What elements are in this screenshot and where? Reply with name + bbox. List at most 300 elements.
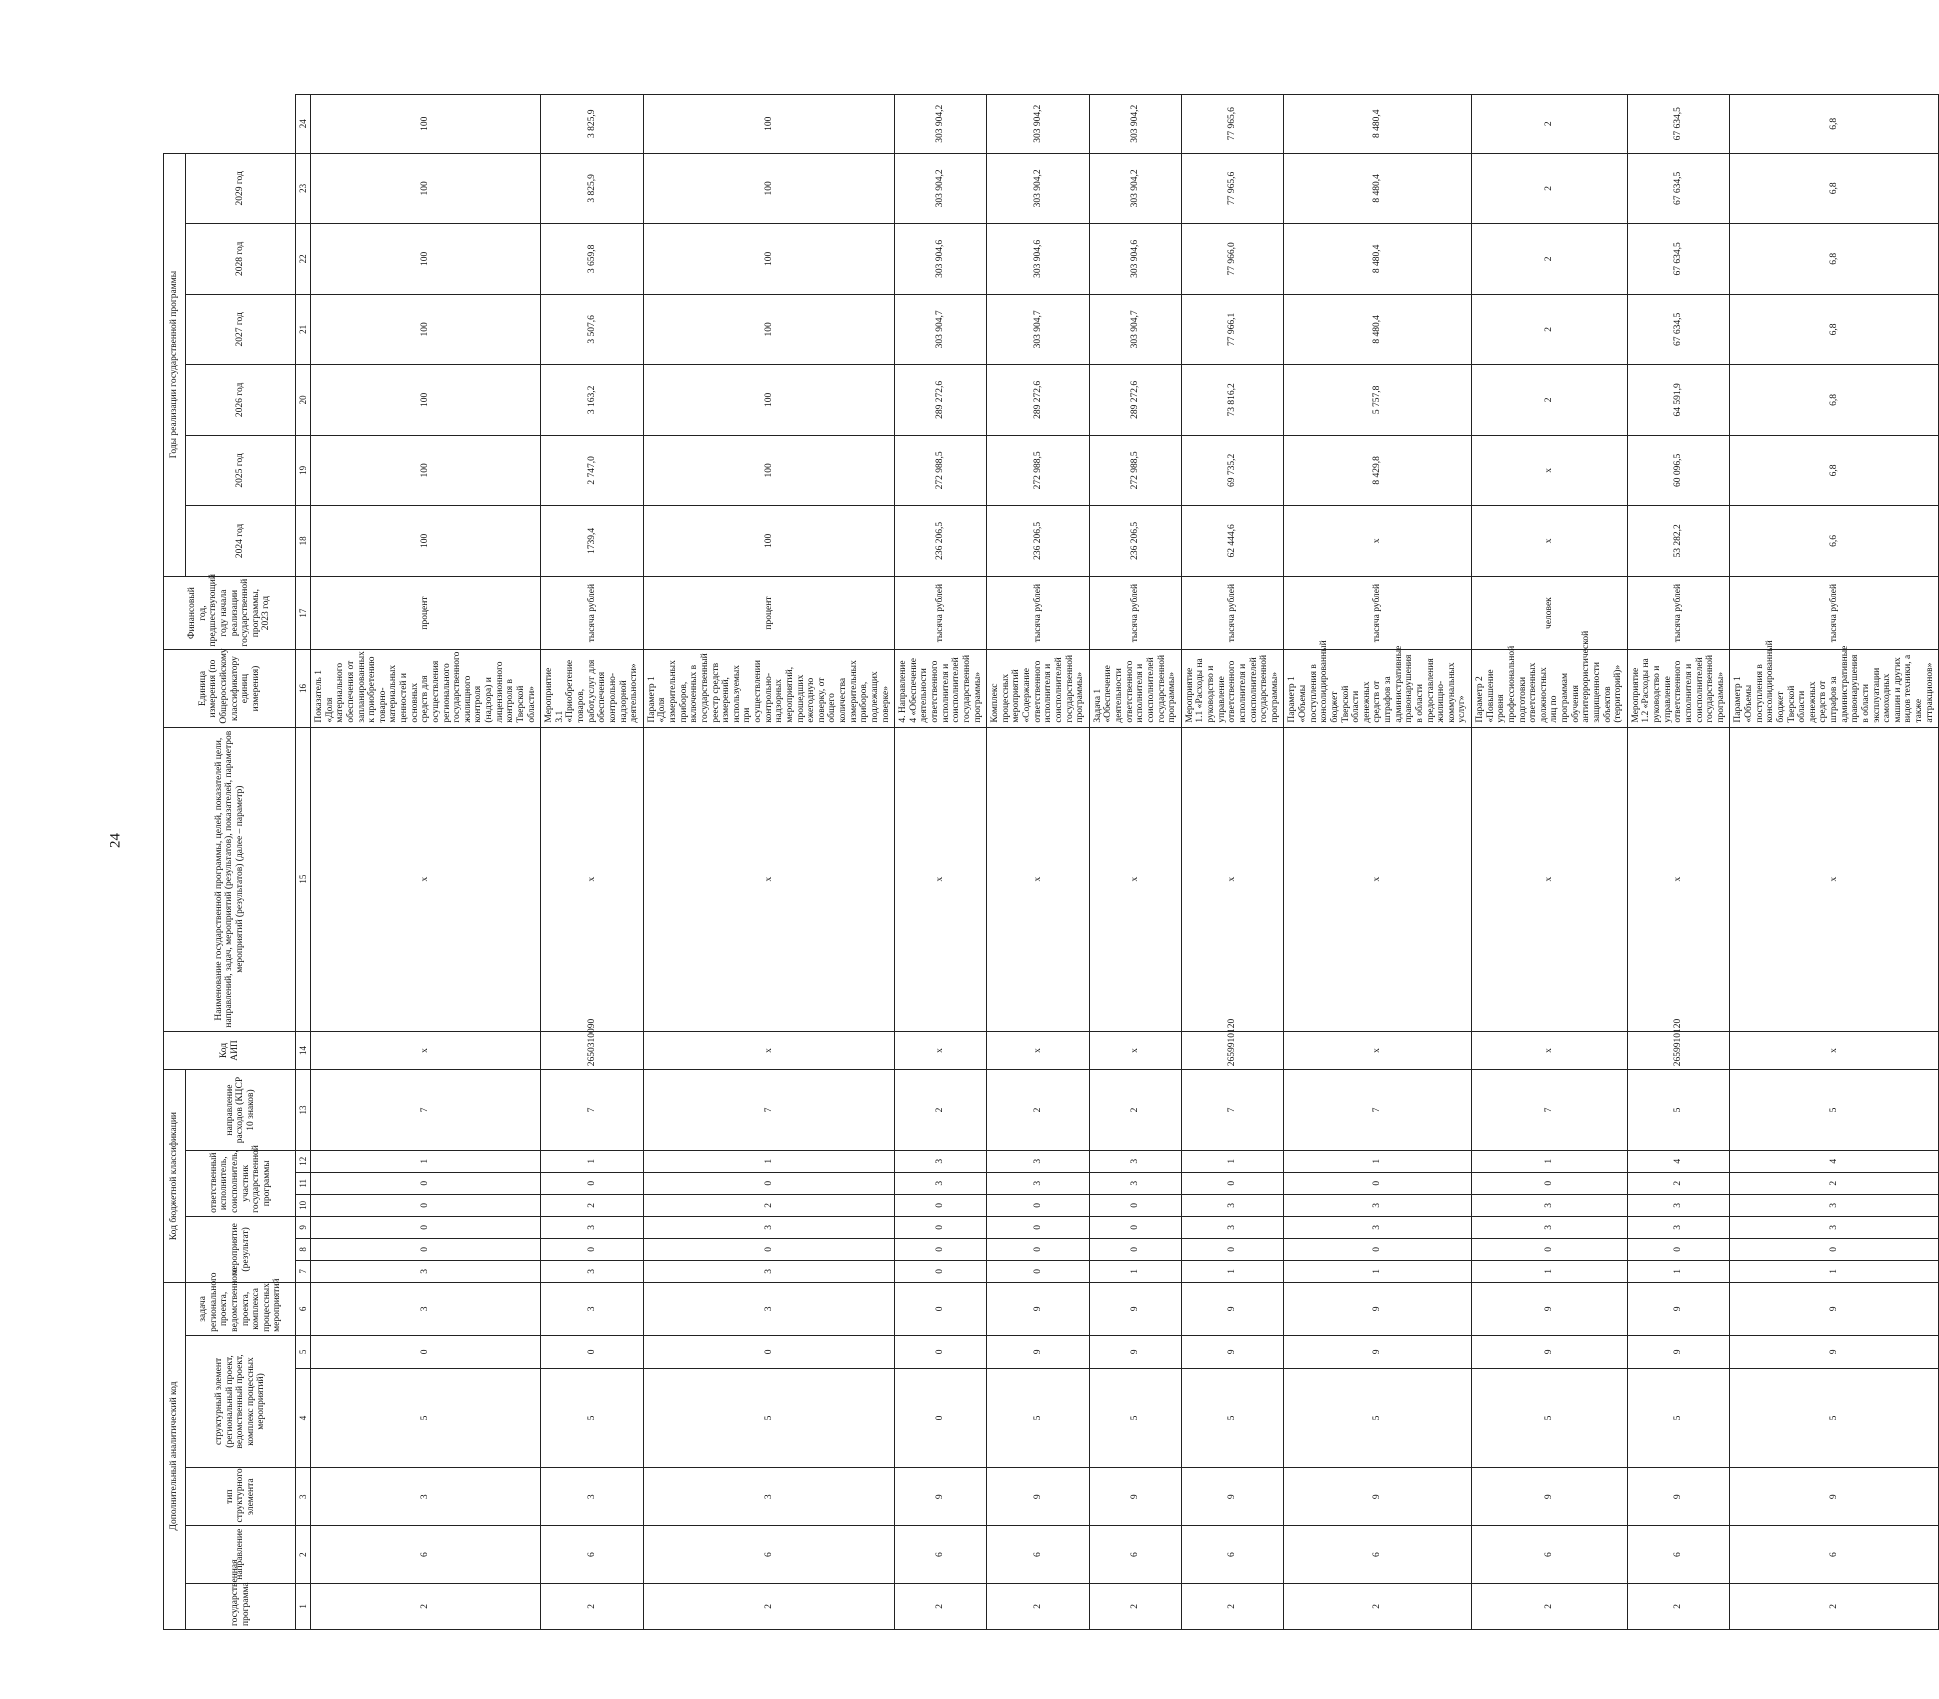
column-number: 11 [296, 1172, 311, 1194]
table-row [1089, 95, 1181, 1630]
code-cell: 2 [1627, 1583, 1730, 1629]
year-value: 73 816,2 [1181, 365, 1284, 436]
column-number: 1 [296, 1583, 311, 1629]
code-cell: 0 [1472, 1172, 1628, 1194]
code-cell: х [1089, 727, 1181, 1031]
code-cell: 3 [1284, 1194, 1472, 1216]
code-cell: х [1284, 727, 1472, 1031]
code-cell: 3 [541, 1468, 644, 1526]
code-cell: 5 [311, 1368, 541, 1467]
year-value: 100 [311, 365, 541, 436]
code-cell: 9 [1627, 1335, 1730, 1368]
code-cell: 1 [1472, 1150, 1628, 1172]
code-cell: 0 [643, 1238, 894, 1260]
code-cell: х [895, 727, 987, 1031]
column-number: 23 [296, 153, 311, 224]
code-cell: 1 [1627, 1260, 1730, 1282]
header-2028: 2028 год [186, 224, 296, 295]
column-number: 7 [296, 1260, 311, 1282]
year-value: 100 [643, 224, 894, 295]
code-cell: 9 [1284, 1282, 1472, 1335]
code-cell: 0 [541, 1335, 644, 1368]
code-cell: 2 [1089, 1070, 1181, 1150]
year-value: 100 [643, 365, 894, 436]
column-number: 9 [296, 1216, 311, 1238]
code-cell: 5 [1730, 1070, 1939, 1150]
header-2024: 2024 год [186, 506, 296, 577]
code-cell: 0 [1472, 1238, 1628, 1260]
code-cell: 5 [1284, 1368, 1472, 1467]
table-row [311, 95, 541, 1630]
year-value: 77 966,0 [1181, 224, 1284, 295]
column-number: 22 [296, 224, 311, 295]
year-value: 8 480,4 [1284, 153, 1472, 224]
year-value: 303 904,7 [987, 294, 1090, 365]
column-number: 4 [296, 1368, 311, 1467]
year-value: 77 966,1 [1181, 294, 1284, 365]
year-value: 303 904,6 [987, 224, 1090, 295]
code-cell: 6 [311, 1526, 541, 1583]
code-cell: 7 [541, 1070, 644, 1150]
base-year-value: х [1284, 506, 1472, 577]
code-cell: 0 [987, 1194, 1090, 1216]
code-cell: 1 [1181, 1150, 1284, 1172]
code-cell: 1 [1730, 1260, 1939, 1282]
page-number: 24 [107, 833, 124, 848]
code-cell: 7 [311, 1070, 541, 1150]
code-cell: 2 [895, 1583, 987, 1629]
code-cell: 9 [1284, 1468, 1472, 1526]
header-kcsr: направление расходов (КЦСР 10 знаков) [186, 1070, 296, 1150]
table-row [1181, 95, 1284, 1630]
code-cell: 6 [541, 1526, 644, 1583]
code-cell: х [895, 1031, 987, 1070]
code-cell: 9 [1089, 1282, 1181, 1335]
code-cell: 2 [895, 1070, 987, 1150]
unit-cell: тысяча рублей [541, 576, 644, 650]
code-cell: 1 [541, 1150, 644, 1172]
row-name: Мероприятие 1.2 «Расходы на руководство и управление ответственного исполнителя и соисполнителей государственной программы» [1627, 650, 1730, 727]
code-cell: 3 [1627, 1194, 1730, 1216]
column-number: 17 [296, 576, 311, 650]
code-cell: 3 [1472, 1216, 1628, 1238]
base-year-value: х [1472, 506, 1628, 577]
code-cell: х [1089, 1031, 1181, 1070]
table-body [311, 95, 1939, 1630]
year-value: 272 988,5 [895, 435, 987, 506]
year-value: 3 659,8 [541, 224, 644, 295]
column-number: 13 [296, 1070, 311, 1150]
year-value: 64 591,9 [1627, 365, 1730, 436]
unit-cell: тысяча рублей [895, 576, 987, 650]
code-cell: 2 [541, 1194, 644, 1216]
code-cell: 3 [643, 1468, 894, 1526]
year-value: 3 825,9 [541, 95, 644, 154]
header-dir: направление [186, 1526, 296, 1583]
year-value: 8 480,4 [1284, 95, 1472, 154]
code-cell: 3 [895, 1150, 987, 1172]
code-cell: х [311, 727, 541, 1031]
year-value: 5 757,8 [1284, 365, 1472, 436]
column-number: 20 [296, 365, 311, 436]
column-number: 6 [296, 1282, 311, 1335]
row-name: Задача 1 «Обеспечение деятельности ответственного исполнителя и соисполнителей государственной программы» [1089, 650, 1181, 727]
code-cell: 9 [1089, 1468, 1181, 1526]
code-cell: 0 [1730, 1238, 1939, 1260]
year-value: 100 [643, 153, 894, 224]
row-name: Параметр 1 «Доля измерительных приборов, включенных в государственный реестр средств измерений, используемых при осуществлении контрольно-надзорных мероприятий, прошедших ежегодную поверку, от общего количества измерительных приборов, подлежащих поверке» [643, 650, 894, 727]
base-year-value: 53 282,2 [1627, 506, 1730, 577]
code-cell: 9 [987, 1468, 1090, 1526]
code-cell: 3 [311, 1282, 541, 1335]
code-cell: 5 [1627, 1070, 1730, 1150]
code-cell: 1 [643, 1150, 894, 1172]
code-cell: 1 [1181, 1260, 1284, 1282]
code-cell: 2 [1730, 1583, 1939, 1629]
code-cell: х [1472, 1031, 1628, 1070]
code-cell: х [1284, 1031, 1472, 1070]
column-number: 8 [296, 1238, 311, 1260]
code-cell: 5 [1627, 1368, 1730, 1467]
code-cell: 0 [311, 1216, 541, 1238]
base-year-value: 62 444,6 [1181, 506, 1284, 577]
year-value: 67 634,5 [1627, 95, 1730, 154]
program-table [163, 94, 1939, 1630]
code-cell: 3 [1472, 1194, 1628, 1216]
code-cell: 0 [987, 1238, 1090, 1260]
year-value: 2 [1472, 153, 1628, 224]
code-cell: х [643, 727, 894, 1031]
code-cell: 5 [541, 1368, 644, 1467]
code-cell: 0 [1089, 1238, 1181, 1260]
column-number: 2 [296, 1526, 311, 1583]
row-name: Комплекс процессных мероприятий «Содержание ответственного исполнителя и соисполнителей государственной программы» [987, 650, 1090, 727]
unit-cell: тысяча рублей [1627, 576, 1730, 650]
year-value: 6,8 [1730, 153, 1939, 224]
code-cell: 3 [895, 1172, 987, 1194]
year-value: 303 904,2 [895, 153, 987, 224]
code-cell: 3 [311, 1468, 541, 1526]
header-name: Наименование государственной программы, целей, показателей цели, направлений, задач, мероприятий (результатов), показателей, параметров мероприятий (результатов) (далее – параметр) [164, 727, 296, 1031]
code-cell: х [987, 727, 1090, 1031]
year-value: 100 [643, 294, 894, 365]
code-cell: 0 [1089, 1194, 1181, 1216]
column-number-row [296, 95, 311, 1630]
column-number: 19 [296, 435, 311, 506]
code-cell: 9 [1627, 1282, 1730, 1335]
header-type: тип структурного элемента [186, 1468, 296, 1526]
code-cell: 6 [1089, 1526, 1181, 1583]
code-cell: 9 [1730, 1468, 1939, 1526]
code-cell: 3 [1089, 1150, 1181, 1172]
year-value: 303 904,2 [987, 153, 1090, 224]
code-cell: 0 [895, 1335, 987, 1368]
code-cell: 9 [1472, 1282, 1628, 1335]
table-row [643, 95, 894, 1630]
code-cell: 9 [1089, 1335, 1181, 1368]
year-value: 60 096,5 [1627, 435, 1730, 506]
code-cell: 0 [1627, 1238, 1730, 1260]
year-value: 6,8 [1730, 224, 1939, 295]
year-value: 303 904,2 [1089, 153, 1181, 224]
row-name: Параметр 1 «Объемы поступления в консолидированный бюджет Тверской области денежных средств от штрафов за административные правонарушения в области эксплуатации самоходных машин и других видов техники, а также аттракционов» [1730, 650, 1939, 727]
code-cell: 0 [1181, 1172, 1284, 1194]
code-cell: 7 [1181, 1070, 1284, 1150]
code-cell: х [987, 1031, 1090, 1070]
year-value: 303 904,7 [1089, 294, 1181, 365]
header-2029: 2029 год [186, 153, 296, 224]
column-number: 21 [296, 294, 311, 365]
year-value: 272 988,5 [987, 435, 1090, 506]
year-value: 67 634,5 [1627, 224, 1730, 295]
code-cell: 9 [1181, 1468, 1284, 1526]
column-number: 12 [296, 1150, 311, 1172]
code-cell: 3 [643, 1282, 894, 1335]
code-cell: 2 [1089, 1583, 1181, 1629]
code-cell: 2659910120 [1181, 1031, 1284, 1070]
table-row [1730, 95, 1939, 1630]
code-cell: 5 [1181, 1368, 1284, 1467]
table-row [541, 95, 644, 1630]
unit-cell: процент [643, 576, 894, 650]
year-value: 100 [311, 294, 541, 365]
code-cell: 0 [895, 1282, 987, 1335]
code-cell: 9 [1730, 1335, 1939, 1368]
header-task: задача регионального проекта, ведомственного проекта, комплекса процессных мероприятий [186, 1282, 296, 1335]
year-value: 77 965,6 [1181, 153, 1284, 224]
code-cell: 0 [1284, 1238, 1472, 1260]
code-cell: 3 [541, 1260, 644, 1282]
year-value: 8 480,4 [1284, 224, 1472, 295]
code-cell: х [1627, 727, 1730, 1031]
unit-cell: процент [311, 576, 541, 650]
code-cell: 0 [895, 1260, 987, 1282]
year-value: 303 904,6 [895, 224, 987, 295]
code-cell: 0 [643, 1172, 894, 1194]
row-name: Показатель 1 «Доля материального обеспечения от запланированных к приобретению товарно-материальных ценностей и основных средств для осуществления регионального государственного жилищного контроля (надзора) и лицензионного контроля в Тверской области» [311, 650, 541, 727]
unit-cell: тысяча рублей [1181, 576, 1284, 650]
header-gp: государственная программа [186, 1583, 296, 1629]
rotated-page [163, 94, 1935, 1630]
base-year-value: 236 206,5 [1089, 506, 1181, 577]
row-name: Мероприятие 3.1 «Приобретение товаров, работ,услуг для обеспечения контрольно-надзорной деятельности» [541, 650, 644, 727]
code-cell: 0 [541, 1172, 644, 1194]
unit-cell: человек [1472, 576, 1628, 650]
code-cell: х [1472, 727, 1628, 1031]
year-value: 100 [311, 95, 541, 154]
code-cell: 2 [987, 1070, 1090, 1150]
code-cell: 9 [1181, 1335, 1284, 1368]
code-cell: 7 [1284, 1070, 1472, 1150]
base-year-value: 236 206,5 [895, 506, 987, 577]
code-cell: 3 [643, 1260, 894, 1282]
year-value: 100 [643, 95, 894, 154]
code-cell: 0 [1284, 1172, 1472, 1194]
code-cell: 9 [1181, 1282, 1284, 1335]
code-cell: 2659910120 [1627, 1031, 1730, 1070]
header-event: мероприятие (результат) [186, 1216, 296, 1282]
column-number: 5 [296, 1335, 311, 1368]
code-cell: 6 [1730, 1526, 1939, 1583]
code-cell: 3 [1181, 1216, 1284, 1238]
header-years: Годы реализации государственной программы [164, 153, 186, 576]
code-cell: 9 [987, 1335, 1090, 1368]
code-cell: 5 [987, 1368, 1090, 1467]
code-cell: 3 [541, 1216, 644, 1238]
year-value: х [1472, 435, 1628, 506]
year-value: 303 904,7 [895, 294, 987, 365]
table-row [1472, 95, 1628, 1630]
unit-cell: тысяча рублей [1284, 576, 1472, 650]
code-cell: 0 [987, 1260, 1090, 1282]
code-cell: 1 [1284, 1150, 1472, 1172]
year-value: 2 747,0 [541, 435, 644, 506]
code-cell: 7 [1472, 1070, 1628, 1150]
code-cell: х [1730, 1031, 1939, 1070]
base-year-value: 100 [311, 506, 541, 577]
code-cell: 3 [1730, 1216, 1939, 1238]
base-year-value: 6,6 [1730, 506, 1939, 577]
code-cell: х [311, 1031, 541, 1070]
header-struct: структурный элемент (региональный проект, ведомственный проект, комплекс процессных мероприятий) [186, 1335, 296, 1467]
code-cell: 0 [895, 1368, 987, 1467]
unit-cell: тысяча рублей [1730, 576, 1939, 650]
header-2025: 2025 год [186, 435, 296, 506]
code-cell: 2 [987, 1583, 1090, 1629]
code-cell: 9 [1472, 1468, 1628, 1526]
code-cell: х [1181, 727, 1284, 1031]
code-cell: 2 [1472, 1583, 1628, 1629]
table-row [1627, 95, 1730, 1630]
code-cell: 0 [987, 1216, 1090, 1238]
code-cell: х [1730, 727, 1939, 1031]
code-cell: 6 [1472, 1526, 1628, 1583]
code-cell: 0 [311, 1238, 541, 1260]
code-cell: 3 [1730, 1194, 1939, 1216]
code-cell: 9 [895, 1468, 987, 1526]
year-value: 8 480,4 [1284, 294, 1472, 365]
code-cell: 6 [895, 1526, 987, 1583]
code-cell: 2 [1730, 1172, 1939, 1194]
table-row [895, 95, 987, 1630]
code-cell: 6 [643, 1526, 894, 1583]
code-cell: 3 [1089, 1172, 1181, 1194]
code-cell: 2 [1627, 1172, 1730, 1194]
row-name: Мероприятие 1.1 «Расходы на руководство и управление ответственного исполнителя и соисполнителей государственной программы» [1181, 650, 1284, 727]
code-cell: 5 [1730, 1368, 1939, 1467]
header-2026: 2026 год [186, 365, 296, 436]
year-value: 6,8 [1730, 95, 1939, 154]
header-base-year: Финансовый год, предшествующий году начала реализации государственной программы, 2023 год [164, 576, 296, 650]
year-value: 3 507,6 [541, 294, 644, 365]
base-year-value: 236 206,5 [987, 506, 1090, 577]
code-cell: 3 [987, 1150, 1090, 1172]
code-cell: 0 [895, 1194, 987, 1216]
year-value: 303 904,6 [1089, 224, 1181, 295]
year-value: 2 [1472, 294, 1628, 365]
code-cell: 3 [1627, 1216, 1730, 1238]
code-cell: 9 [1627, 1468, 1730, 1526]
year-value: 6,8 [1730, 435, 1939, 506]
year-value: 3 163,2 [541, 365, 644, 436]
code-cell: 0 [1181, 1238, 1284, 1260]
year-value: 2 [1472, 95, 1628, 154]
code-cell: 3 [643, 1216, 894, 1238]
year-value: 289 272,6 [987, 365, 1090, 436]
year-value: 6,8 [1730, 365, 1939, 436]
code-cell: 9 [1284, 1335, 1472, 1368]
code-cell: 9 [1730, 1282, 1939, 1335]
header-exec: ответственный исполнитель, соисполнитель, участник государственной программы [186, 1150, 296, 1216]
code-cell: 0 [311, 1335, 541, 1368]
code-cell: 2 [1181, 1583, 1284, 1629]
year-value: 289 272,6 [1089, 365, 1181, 436]
year-value: 100 [643, 435, 894, 506]
code-cell: 3 [1284, 1216, 1472, 1238]
code-cell: х [643, 1031, 894, 1070]
column-number: 10 [296, 1194, 311, 1216]
code-cell: 0 [311, 1194, 541, 1216]
code-cell: 3 [541, 1282, 644, 1335]
unit-cell: тысяча рублей [1089, 576, 1181, 650]
header-dop-code: Дополнительный аналитический код [164, 1282, 186, 1629]
table-row [1284, 95, 1472, 1630]
column-number: 3 [296, 1468, 311, 1526]
code-cell: 1 [1089, 1260, 1181, 1282]
year-value: 303 904,2 [1089, 95, 1181, 154]
code-cell: 0 [895, 1216, 987, 1238]
code-cell: 0 [541, 1238, 644, 1260]
year-value: 6,8 [1730, 294, 1939, 365]
code-cell: 2 [541, 1583, 644, 1629]
year-value: 100 [311, 435, 541, 506]
year-value: 2 [1472, 224, 1628, 295]
code-cell: 1 [311, 1150, 541, 1172]
code-cell: 6 [1181, 1526, 1284, 1583]
year-value: 67 634,5 [1627, 294, 1730, 365]
base-year-value: 100 [643, 506, 894, 577]
code-cell: 2 [311, 1583, 541, 1629]
code-cell: 5 [643, 1368, 894, 1467]
header-unit: Единица измерения (по Общероссийскому классификатору единиц измерения) [164, 650, 296, 727]
code-cell: 3 [311, 1260, 541, 1282]
column-number: 18 [296, 506, 311, 577]
year-value: 303 904,2 [987, 95, 1090, 154]
code-cell: 3 [987, 1172, 1090, 1194]
unit-cell: тысяча рублей [987, 576, 1090, 650]
code-cell: 0 [1089, 1216, 1181, 1238]
table-row [987, 95, 1090, 1630]
code-cell: 1 [1284, 1260, 1472, 1282]
column-number: 14 [296, 1031, 311, 1070]
year-value: 100 [311, 153, 541, 224]
year-value: 8 429,8 [1284, 435, 1472, 506]
code-cell: 2 [643, 1583, 894, 1629]
code-cell: 4 [1730, 1150, 1939, 1172]
year-value: 67 634,5 [1627, 153, 1730, 224]
year-value: 272 988,5 [1089, 435, 1181, 506]
code-cell: 5 [1472, 1368, 1628, 1467]
column-number: 15 [296, 727, 311, 1031]
header-aip: Код АИП [164, 1031, 296, 1070]
header-budget-code: Код бюджетной классификации [164, 1070, 186, 1283]
year-value: 303 904,2 [895, 95, 987, 154]
code-cell: 6 [987, 1526, 1090, 1583]
code-cell: 6 [1284, 1526, 1472, 1583]
code-cell: 2 [1284, 1583, 1472, 1629]
row-name: 4. Направление 4 «Обеспечение деятельности ответственного исполнителя и соисполнителей государственной программы» [895, 650, 987, 727]
year-value: 77 965,6 [1181, 95, 1284, 154]
